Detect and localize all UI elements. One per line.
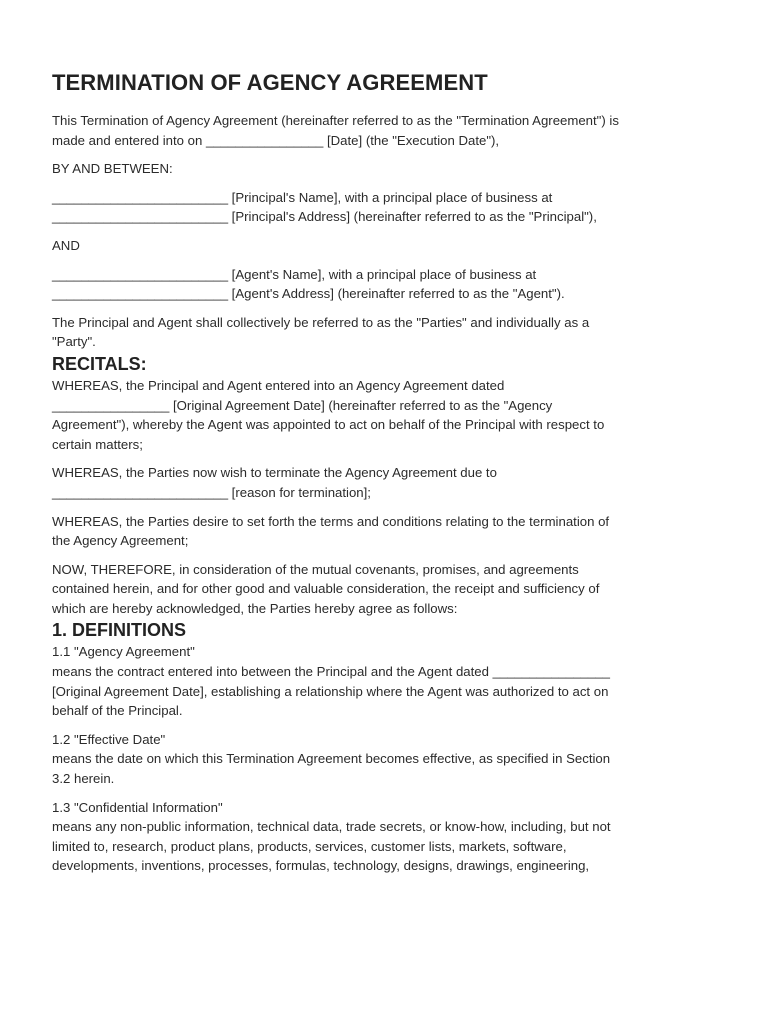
- document-page: [52, 68, 722, 876]
- recital-line: ________________ [Original Agreement Date] (hereinafter referred to as the "Agency: [52, 397, 553, 413]
- definition-term: 1.3 "Confidential Information": [52, 799, 223, 815]
- recital-line: the Agency Agreement;: [52, 533, 189, 549]
- definition-line: means the contract entered into between the Principal and the Agent dated ________________: [52, 664, 610, 680]
- parties-line: The Principal and Agent shall collectively be referred to as the "Parties" and individually as a: [52, 314, 590, 330]
- definition-term: 1.2 "Effective Date": [52, 731, 166, 747]
- principal-line: ________________________ [Principal's Name], with a principal place of business at: [52, 189, 553, 205]
- intro-line: made and entered into on ________________ [Date] (the "Execution Date"),: [52, 132, 500, 148]
- definition-line: means the date on which this Termination Agreement becomes effective, as specified in Section: [52, 751, 611, 767]
- recital-line: WHEREAS, the Principal and Agent entered into an Agency Agreement dated: [52, 377, 505, 393]
- definition-line: means any non-public information, technical data, trade secrets, or know-how, including, but not: [52, 819, 611, 835]
- recital-line: Agreement"), whereby the Agent was appointed to act on behalf of the Principal with respect to: [52, 417, 605, 433]
- parties-paragraph: [52, 313, 722, 352]
- definition-line: limited to, research, product plans, products, services, customer lists, markets, software,: [52, 838, 567, 854]
- definition-1-2: [52, 730, 722, 789]
- recital-line: WHEREAS, the Parties desire to set forth the terms and conditions relating to the termination of: [52, 513, 610, 529]
- recital-line: ________________________ [reason for termination];: [52, 484, 371, 500]
- recital-line: NOW, THEREFORE, in consideration of the mutual covenants, promises, and agreements: [52, 561, 579, 577]
- agent-line: ________________________ [Agent's Address] (hereinafter referred to as the "Agent").: [52, 286, 565, 302]
- intro-line: This Termination of Agency Agreement (hereinafter referred to as the "Termination Agreement") is: [52, 113, 619, 128]
- principal-line: ________________________ [Principal's Address] (hereinafter referred to as the "Principal"),: [52, 209, 597, 225]
- recital-paragraph: [52, 512, 722, 551]
- recital-line: contained herein, and for other good and valuable consideration, the receipt and sufficiency of: [52, 581, 600, 597]
- definition-line: [Original Agreement Date], establishing a relationship where the Agent was authorized to act on: [52, 683, 609, 699]
- intro-paragraph: [52, 111, 722, 150]
- recital-paragraph: [52, 463, 722, 502]
- recital-line: certain matters;: [52, 436, 143, 452]
- definition-1-1: [52, 642, 722, 720]
- and-label: AND: [52, 237, 80, 253]
- definition-line: developments, inventions, processes, formulas, technology, designs, drawings, engineering,: [52, 858, 590, 874]
- parties-line: "Party".: [52, 334, 96, 350]
- definition-line: 3.2 herein.: [52, 771, 115, 787]
- now-therefore-paragraph: [52, 560, 722, 619]
- definition-line: behalf of the Principal.: [52, 703, 183, 719]
- definition-1-3: [52, 798, 722, 876]
- recital-paragraph: [52, 376, 722, 454]
- principal-paragraph: [52, 188, 722, 227]
- document-title: TERMINATION OF AGENCY AGREEMENT: [52, 70, 488, 95]
- definition-term: 1.1 "Agency Agreement": [52, 644, 195, 660]
- agent-paragraph: [52, 265, 722, 304]
- agent-line: ________________________ [Agent's Name], with a principal place of business at: [52, 266, 537, 282]
- recital-line: which are hereby acknowledged, the Parties hereby agree as follows:: [52, 600, 458, 616]
- recital-line: WHEREAS, the Parties now wish to terminate the Agency Agreement due to: [52, 465, 497, 481]
- recitals-heading: RECITALS:: [52, 353, 147, 374]
- by-and-between-label: BY AND BETWEEN:: [52, 161, 173, 177]
- definitions-heading: 1. DEFINITIONS: [52, 620, 187, 641]
